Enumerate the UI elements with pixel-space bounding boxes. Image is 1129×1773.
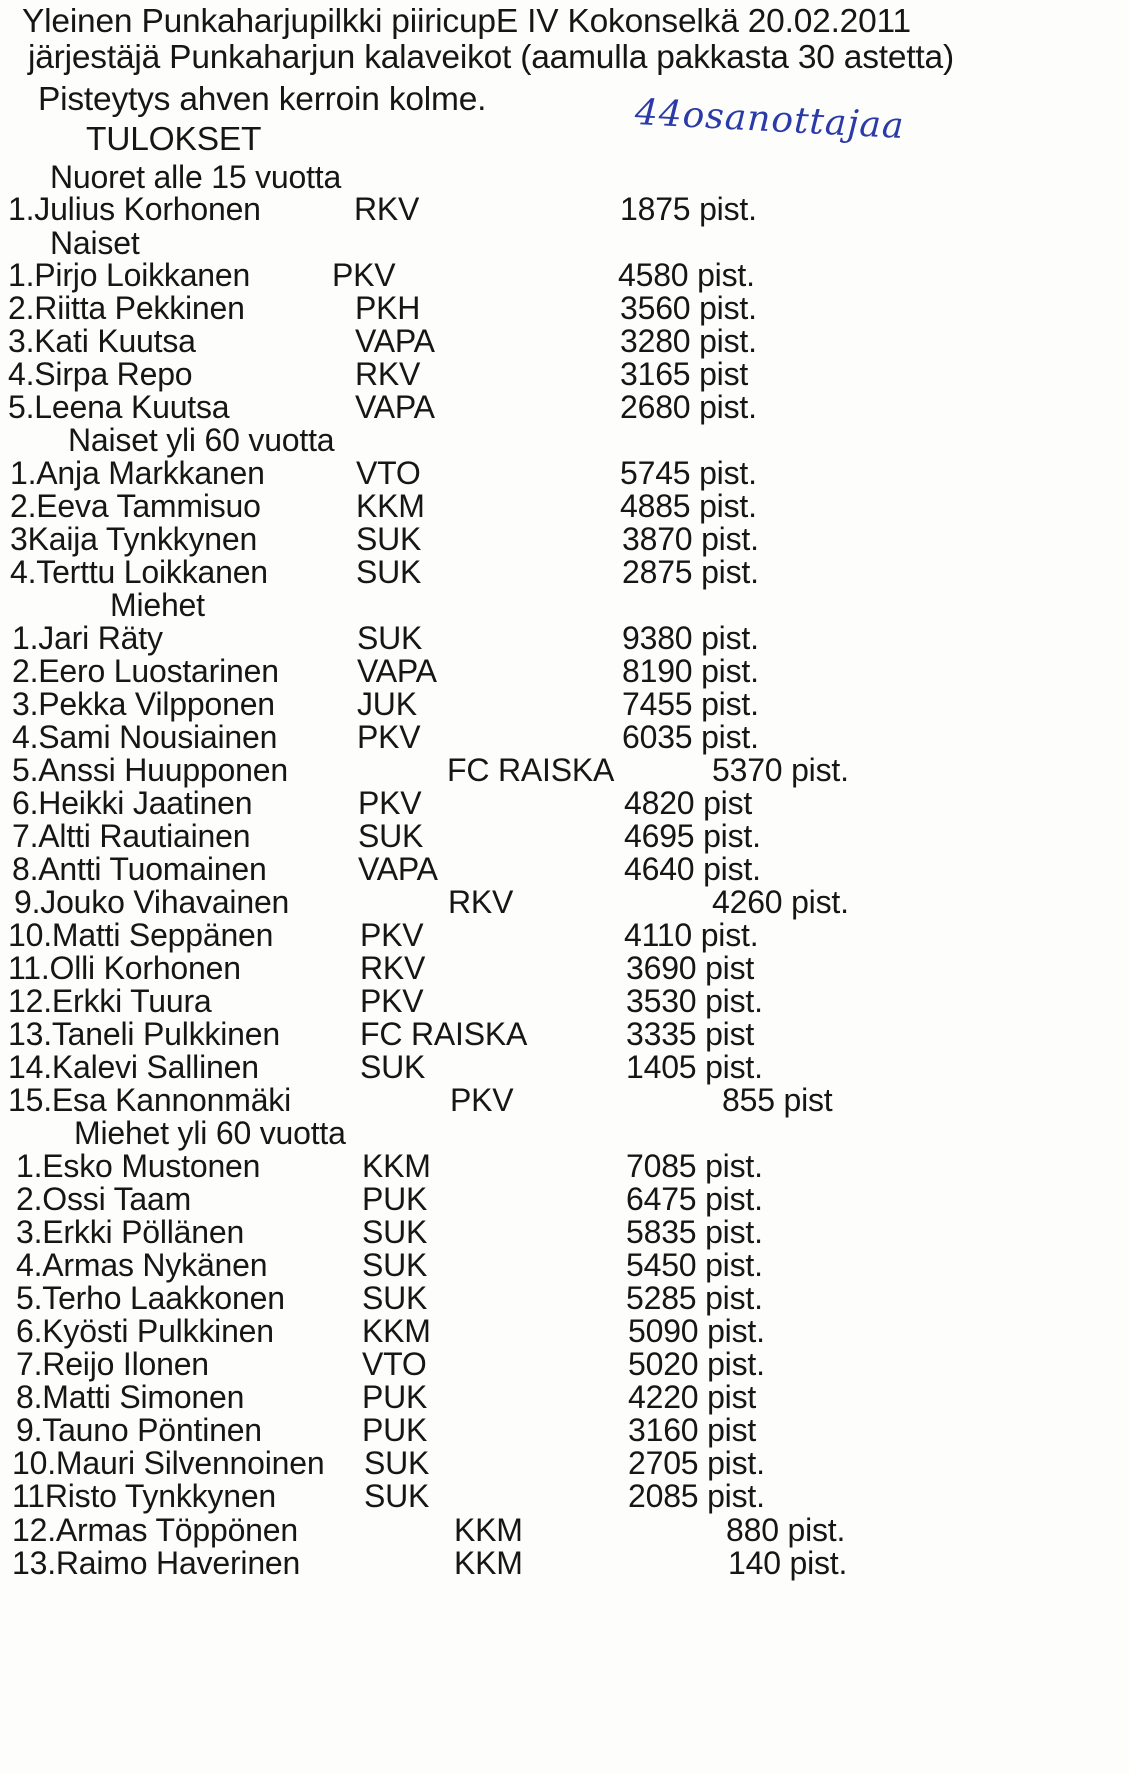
category-heading: Nuoret alle 15 vuotta [50, 159, 342, 195]
result-row [0, 389, 1129, 425]
competitor-name: 3.Kati Kuutsa [8, 323, 196, 359]
competitor-name: 1.Julius Korhonen [8, 191, 261, 227]
points: 1875 pist. [620, 191, 757, 227]
result-row [0, 323, 1129, 359]
header-line-1: Yleinen Punkaharjupilkki piiricupE IV Kokonselkä 20.02.2011 [22, 3, 911, 40]
club-code: SUK [362, 1247, 428, 1283]
club-code: SUK [358, 818, 424, 854]
club-code: SUK [364, 1478, 430, 1514]
club-code: PKH [355, 290, 421, 326]
points: 5835 pist. [626, 1214, 763, 1250]
competitor-name: 9.Jouko Vihavainen [14, 884, 290, 920]
result-row [0, 1346, 1129, 1382]
club-code: KKM [362, 1313, 431, 1349]
competitor-name: 4.Terttu Loikkanen [10, 554, 268, 590]
club-code: VAPA [358, 851, 438, 887]
club-code: SUK [364, 1445, 430, 1481]
competitor-name: 6.Kyösti Pulkkinen [16, 1313, 274, 1349]
competitor-name: 13.Raimo Haverinen [12, 1545, 301, 1581]
club-code: PUK [362, 1412, 428, 1448]
points: 1405 pist. [626, 1049, 763, 1085]
points: 6035 pist. [622, 719, 759, 755]
competitor-name: 4.Armas Nykänen [16, 1247, 268, 1283]
points: 855 pist [722, 1082, 833, 1118]
club-code: PUK [362, 1181, 428, 1217]
result-row [0, 686, 1129, 722]
competitor-name: 2.Eero Luostarinen [12, 653, 279, 689]
competitor-name: 4.Sami Nousiainen [12, 719, 278, 755]
competitor-name: 5.Terho Laakkonen [16, 1280, 285, 1316]
club-code: SUK [356, 521, 422, 557]
result-row [0, 1313, 1129, 1349]
competitor-name: 8.Antti Tuomainen [12, 851, 267, 887]
result-row [0, 1247, 1129, 1283]
points: 4260 pist. [712, 884, 849, 920]
club-code: VAPA [355, 389, 435, 425]
competitor-name: 11Risto Tynkkynen [12, 1478, 277, 1514]
points: 5745 pist. [620, 455, 757, 491]
points: 7085 pist. [626, 1148, 763, 1184]
result-row [0, 1181, 1129, 1217]
results-title: TULOKSET [86, 121, 262, 158]
result-row [0, 1412, 1129, 1448]
result-row [0, 290, 1129, 326]
club-code: PKV [450, 1082, 514, 1118]
competitor-name: 5.Leena Kuutsa [8, 389, 230, 425]
points: 3280 pist. [620, 323, 757, 359]
result-row [0, 884, 1129, 920]
club-code: RKV [354, 191, 420, 227]
result-row [0, 521, 1129, 557]
result-row [0, 1545, 1129, 1581]
points: 140 pist. [728, 1545, 848, 1581]
competitor-name: 14.Kalevi Sallinen [8, 1049, 259, 1085]
club-code: VTO [356, 455, 421, 491]
club-code: SUK [362, 1280, 428, 1316]
competitor-name: 6.Heikki Jaatinen [12, 785, 253, 821]
competitor-name: 13.Taneli Pulkkinen [8, 1016, 280, 1052]
result-row [0, 1445, 1129, 1481]
club-code: JUK [357, 686, 417, 722]
result-row [0, 851, 1129, 887]
points: 3530 pist. [626, 983, 763, 1019]
club-code: SUK [357, 620, 423, 656]
club-code: FC RAISKA [447, 752, 615, 788]
category-heading: Naiset [50, 225, 140, 261]
club-code: PKV [358, 785, 422, 821]
club-code: RKV [355, 356, 421, 392]
points: 9380 pist. [622, 620, 759, 656]
result-row [0, 488, 1129, 524]
result-row [0, 191, 1129, 227]
result-row [0, 950, 1129, 986]
points: 5450 pist. [626, 1247, 763, 1283]
points: 4695 pist. [624, 818, 761, 854]
competitor-name: 1.Jari Räty [12, 620, 163, 656]
result-row [0, 1016, 1129, 1052]
result-row [0, 653, 1129, 689]
club-code: KKM [454, 1512, 523, 1548]
result-row [0, 1214, 1129, 1250]
competitor-name: 12.Armas Töppönen [12, 1512, 298, 1548]
points: 4820 pist [624, 785, 753, 821]
points: 4110 pist. [624, 917, 759, 953]
club-code: SUK [362, 1214, 428, 1250]
points: 3870 pist. [622, 521, 759, 557]
competitor-name: 7.Altti Rautiainen [12, 818, 251, 854]
category-heading: Miehet yli 60 vuotta [74, 1115, 346, 1151]
club-code: VTO [362, 1346, 427, 1382]
club-code: PUK [362, 1379, 428, 1415]
club-code: KKM [362, 1148, 431, 1184]
competitor-name: 12.Erkki Tuura [8, 983, 212, 1019]
result-row [0, 1148, 1129, 1184]
points: 5370 pist. [712, 752, 849, 788]
competitor-name: 5.Anssi Huupponen [12, 752, 288, 788]
result-row [0, 620, 1129, 656]
club-code: VAPA [355, 323, 435, 359]
points: 8190 pist. [622, 653, 759, 689]
club-code: PKV [332, 257, 396, 293]
header-line-2: järjestäjä Punkaharjun kalaveikot (aamulla pakkasta 30 astetta) [28, 39, 954, 76]
points: 5090 pist. [628, 1313, 765, 1349]
points: 3690 pist [626, 950, 755, 986]
result-row [0, 455, 1129, 491]
club-code: SUK [360, 1049, 426, 1085]
result-row [0, 1379, 1129, 1415]
points: 5020 pist. [628, 1346, 765, 1382]
points: 4885 pist. [620, 488, 757, 524]
competitor-name: 10.Mauri Silvennoinen [12, 1445, 325, 1481]
competitor-name: 7.Reijo Ilonen [16, 1346, 209, 1382]
points: 4580 pist. [618, 257, 755, 293]
competitor-name: 9.Tauno Pöntinen [16, 1412, 262, 1448]
points: 3160 pist [628, 1412, 757, 1448]
points: 3165 pist [620, 356, 749, 392]
result-row [0, 719, 1129, 755]
category-heading: Naiset yli 60 vuotta [68, 422, 335, 458]
competitor-name: 1.Pirjo Loikkanen [8, 257, 251, 293]
competitor-name: 15.Esa Kannonmäki [8, 1082, 292, 1118]
result-row [0, 752, 1129, 788]
club-code: FC RAISKA [360, 1016, 528, 1052]
points: 5285 pist. [626, 1280, 763, 1316]
result-row [0, 983, 1129, 1019]
header-line-3: Pisteytys ahven kerroin kolme. [38, 81, 487, 118]
result-row [0, 257, 1129, 293]
competitor-name: 10.Matti Seppänen [8, 917, 274, 953]
result-row [0, 554, 1129, 590]
result-row [0, 917, 1129, 953]
points: 2680 pist. [620, 389, 757, 425]
points: 7455 pist. [622, 686, 759, 722]
club-code: PKV [357, 719, 421, 755]
competitor-name: 1.Anja Markkanen [10, 455, 265, 491]
club-code: PKV [360, 917, 424, 953]
competitor-name: 1.Esko Mustonen [16, 1148, 261, 1184]
club-code: KKM [454, 1545, 523, 1581]
points: 880 pist. [726, 1512, 846, 1548]
club-code: KKM [356, 488, 425, 524]
club-code: RKV [448, 884, 514, 920]
competitor-name: 2.Riitta Pekkinen [8, 290, 245, 326]
competitor-name: 3.Pekka Vilpponen [12, 686, 275, 722]
competitor-name: 8.Matti Simonen [16, 1379, 245, 1415]
points: 2705 pist. [628, 1445, 765, 1481]
result-row [0, 785, 1129, 821]
handwritten-participant-note: 44osanottajaa [633, 92, 906, 148]
club-code: PKV [360, 983, 424, 1019]
category-heading: Miehet [110, 587, 205, 623]
competitor-name: 2.Ossi Taam [16, 1181, 192, 1217]
points: 2085 pist. [628, 1478, 765, 1514]
points: 4220 pist [628, 1379, 757, 1415]
result-row [0, 818, 1129, 854]
points: 3560 pist. [620, 290, 757, 326]
points: 6475 pist. [626, 1181, 763, 1217]
club-code: VAPA [357, 653, 437, 689]
competitor-name: 3.Erkki Pöllänen [16, 1214, 245, 1250]
result-row [0, 1512, 1129, 1548]
result-row [0, 1082, 1129, 1118]
club-code: RKV [360, 950, 426, 986]
competitor-name: 4.Sirpa Repo [8, 356, 193, 392]
result-row [0, 356, 1129, 392]
result-row [0, 1049, 1129, 1085]
points: 3335 pist [626, 1016, 755, 1052]
points: 4640 pist. [624, 851, 761, 887]
result-row [0, 1280, 1129, 1316]
club-code: SUK [356, 554, 422, 590]
competitor-name: 11.Olli Korhonen [8, 950, 241, 986]
competitor-name: 3Kaija Tynkkynen [10, 521, 258, 557]
points: 2875 pist. [622, 554, 759, 590]
competitor-name: 2.Eeva Tammisuo [10, 488, 261, 524]
result-row [0, 1478, 1129, 1514]
